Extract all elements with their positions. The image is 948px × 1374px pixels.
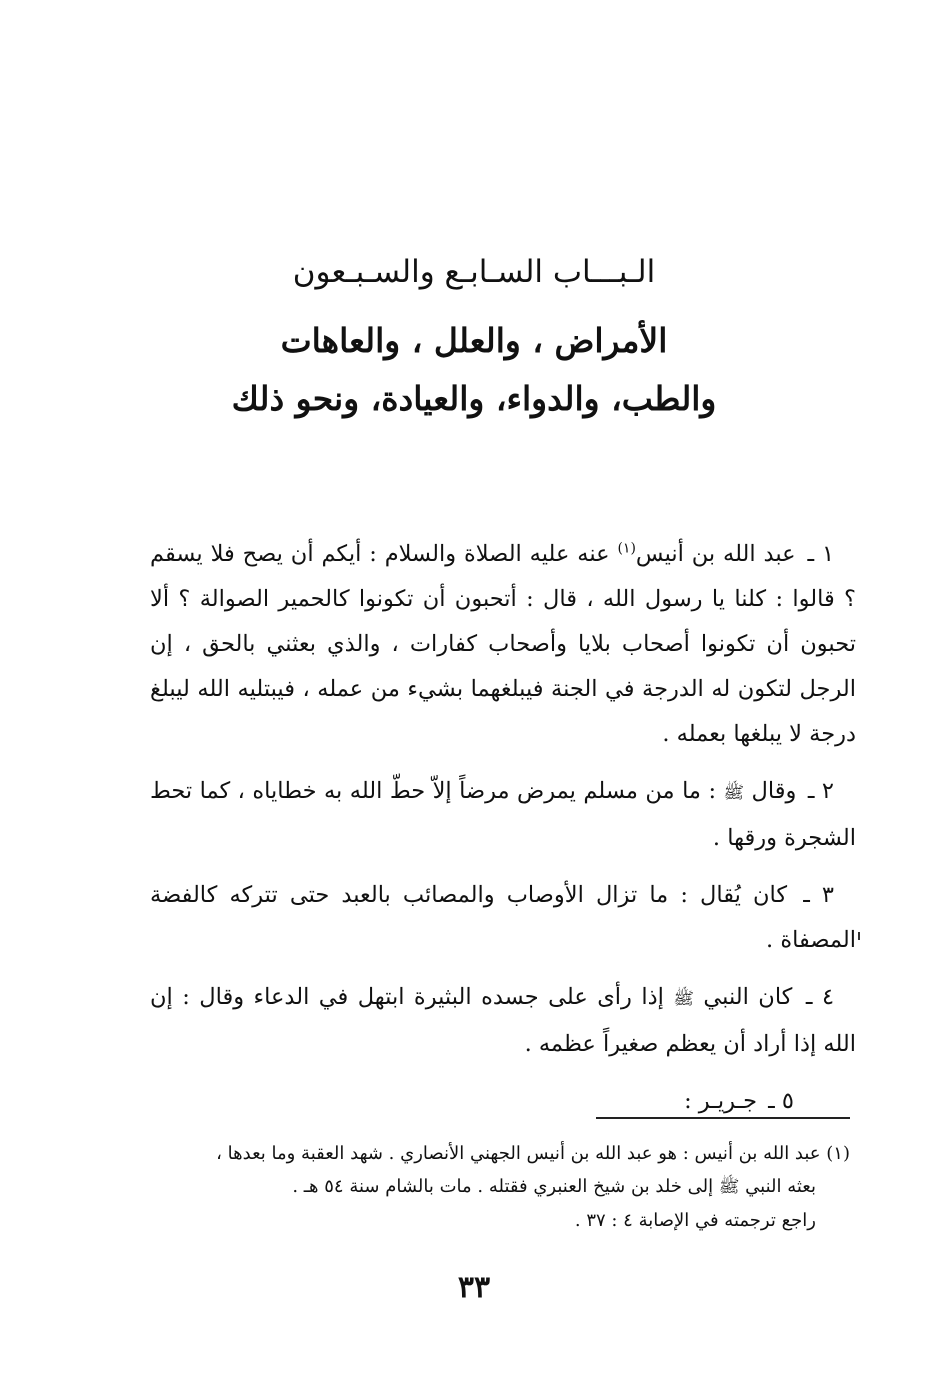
chapter-title bbox=[200, 312, 748, 428]
footnotes bbox=[150, 1137, 850, 1237]
paragraph-text: عنه عليه الصلاة والسلام : أيكم أن يصح فلا يسقم ؟ قالوا : كلنا يا رسول الله ، قال : أتحبون أن تكونوا كالحمير الصوالة ؟ ألا تحبون أن تكونوا أصحاب بلايا وأصحاب كفارات ، والذي بعثني بالحق ، إن الرجل لتكون له الدرجة في الجنة فيبلغهما بشيء من عمله ، فيبتليه الله ليبلغ درجة لا يبلغها بعمله . bbox=[150, 541, 856, 747]
paragraph-text: كان النبي bbox=[703, 984, 793, 1010]
footnote-divider bbox=[596, 1117, 850, 1119]
paragraph-4 bbox=[150, 975, 856, 1067]
honorific-ligature: ﷺ bbox=[718, 1177, 740, 1197]
paragraph-number: ١ ـ bbox=[807, 541, 835, 567]
honorific-ligature: ﷺ bbox=[723, 783, 745, 803]
footnote-line-3: راجع ترجمته في الإصابة ٤ : ٣٧ . bbox=[574, 1210, 816, 1231]
footnote-line-1: (١) عبد الله بن أنيس : هو عبد الله بن أنيس الجهني الأنصاري . شهد العقبة وما بعدها ، bbox=[216, 1143, 850, 1164]
chapter-title-line-2: والطب، والدواء، والعيادة، ونحو ذلك bbox=[231, 379, 717, 418]
paragraph-text: عبد الله بن أنيس bbox=[635, 541, 796, 567]
honorific-ligature: ﷺ bbox=[673, 989, 694, 1009]
paragraph-number: ٢ ـ bbox=[807, 778, 835, 804]
paragraph-2 bbox=[150, 769, 856, 861]
paragraph-text: : ما من مسلم يمرض مرضاً إلاّ حطّ الله به خطاياه ، كما تحط الشجرة ورقها . bbox=[150, 778, 856, 851]
paragraph-3 bbox=[150, 873, 856, 963]
paragraph-text: وقال bbox=[751, 778, 797, 804]
footnote-line-2 bbox=[150, 1170, 850, 1204]
paragraph-number: ٣ ـ bbox=[803, 882, 834, 908]
chapter-title-line-1: الأمراض ، والعلل ، والعاهات bbox=[280, 321, 668, 360]
page-number: ٣٣ bbox=[457, 1270, 491, 1305]
footnote-text: بعثه النبي bbox=[745, 1176, 816, 1197]
chapter-number: الـبـــاب السـابـع والسـبـعون bbox=[292, 254, 656, 290]
scan-speck bbox=[858, 932, 860, 940]
paragraph-text: إذا رأى على جسده البثيرة ابتهل في الدعاء وقال : إن الله إذا أراد أن يعظم صغيراً عظمه . bbox=[150, 984, 856, 1057]
footnote-reference: (١) bbox=[617, 540, 636, 557]
main-text bbox=[150, 532, 856, 1136]
footnote-text: إلى خلد بن شيخ العنبري فقتله . مات بالشام سنة ٥٤ هـ . bbox=[292, 1176, 714, 1197]
paragraph-number: ٥ ـ bbox=[768, 1088, 794, 1114]
paragraph-1 bbox=[150, 532, 856, 757]
paragraph-text: كان يُقال : ما تزال الأوصاب والمصائب بالعبد حتى تتركه كالفضة المصفاة . bbox=[150, 882, 856, 953]
paragraph-text: جـريـر : bbox=[684, 1088, 757, 1114]
paragraph-number: ٤ ـ bbox=[805, 984, 835, 1010]
